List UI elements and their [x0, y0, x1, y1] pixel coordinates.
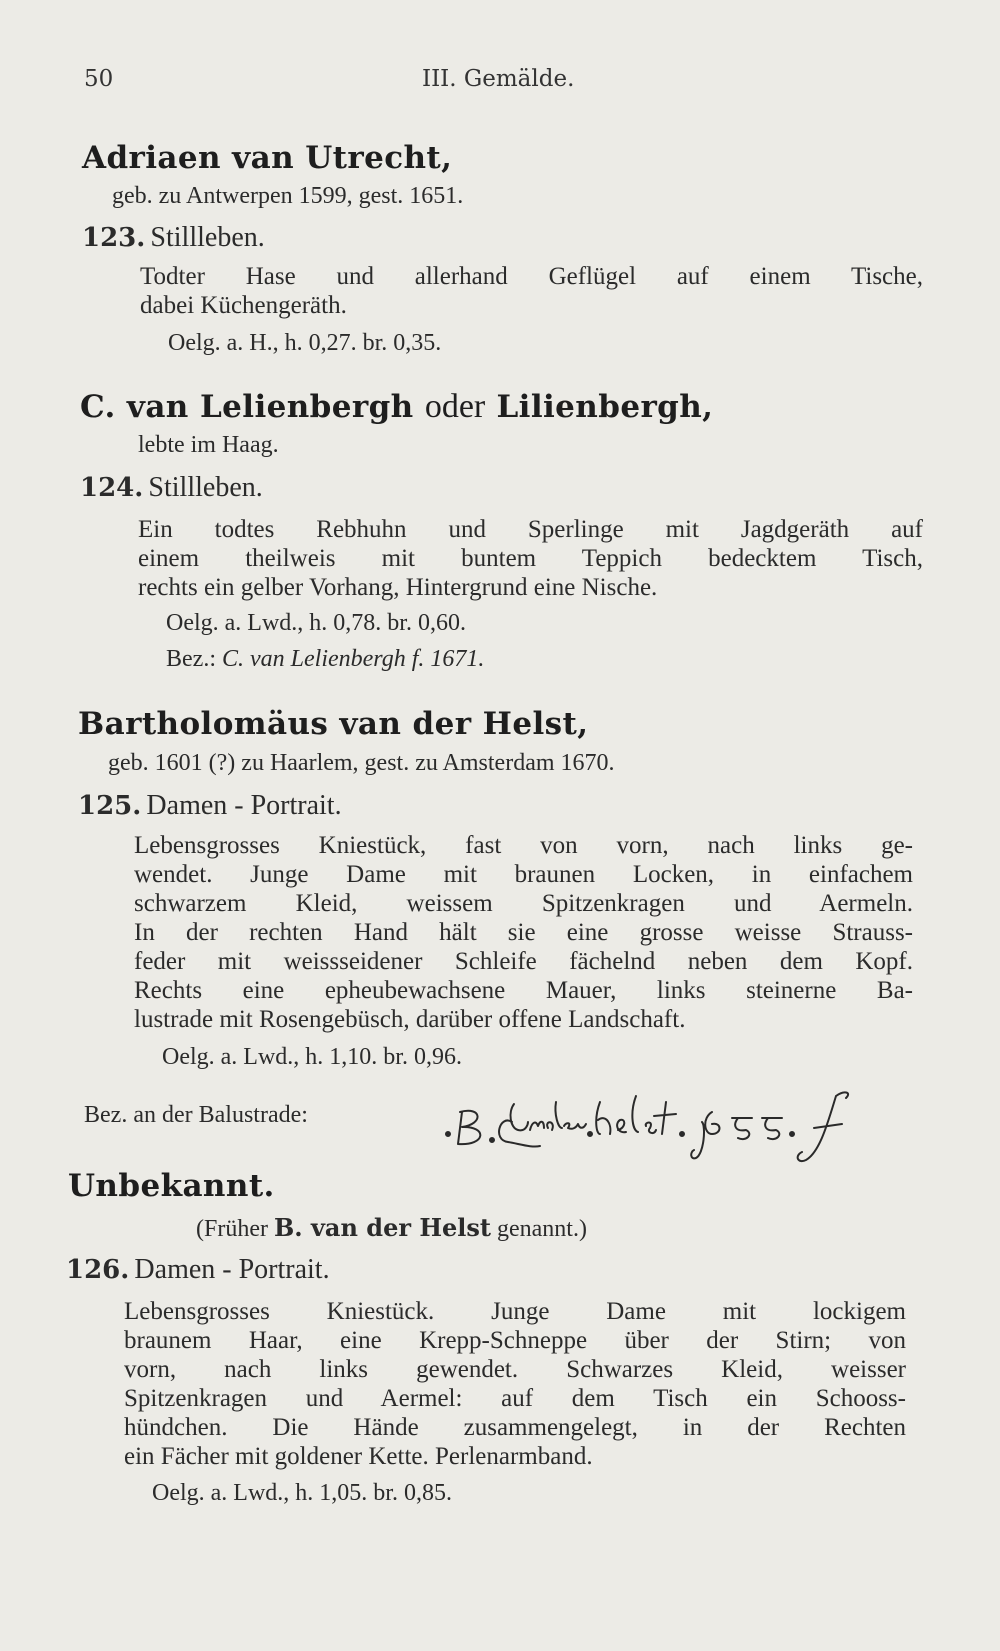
signature-note: [166, 646, 484, 673]
description-line: Lebensgrosses Kniestück. Junge Dame mit lockigem: [124, 1298, 906, 1325]
description-line: In der rechten Hand hält sie eine grosse weisse Strauss-: [134, 919, 913, 946]
catalog-number: 124.: [80, 473, 144, 503]
catalog-number: 123.: [82, 223, 146, 253]
description-line: rechts ein gelber Vorhang, Hintergrund eine Nische.: [138, 574, 658, 601]
artist-name-alternate: Lilienbergh,: [496, 389, 714, 425]
medium-dimensions: Oelg. a. Lwd., h. 1,05. br. 0,85.: [152, 1480, 452, 1506]
catalog-number: 126.: [66, 1255, 130, 1285]
artist-name: Adriaen van Utrecht,: [82, 140, 453, 176]
attribution-name: B. van der Helst: [273, 1213, 491, 1242]
description-line: hündchen. Die Hände zusammengelegt, in der Rechten: [124, 1414, 906, 1441]
artist-bio: geb. 1601 (?) zu Haarlem, gest. zu Amsterdam 1670.: [108, 750, 615, 776]
description-line: Spitzenkragen und Aermel: auf dem Tisch ein Schooss-: [124, 1385, 906, 1412]
medium-dimensions: Oelg. a. H., h. 0,27. br. 0,35.: [168, 330, 442, 356]
catalog-entry-heading: [66, 1254, 330, 1286]
description-line: dabei Küchengeräth.: [140, 292, 347, 319]
attribution-close: genannt.): [497, 1216, 587, 1242]
description-line: wendet. Junge Dame mit braunen Locken, in einfachem: [134, 861, 913, 888]
artist-name: Bartholomäus van der Helst,: [78, 706, 589, 742]
attribution-note: [196, 1213, 587, 1243]
painting-title: Damen - Portrait.: [134, 1254, 330, 1285]
catalog-entry-heading: [82, 222, 265, 254]
description-line: ein Fächer mit goldener Kette. Perlenarmband.: [124, 1443, 593, 1470]
artist-bio: geb. zu Antwerpen 1599, gest. 1651.: [112, 183, 464, 209]
artist-name-primary: C. van Lelienbergh: [80, 389, 414, 425]
description-line: vorn, nach links gewendet. Schwarzes Kleid, weisser: [124, 1356, 906, 1383]
signature-text: C. van Lelienbergh f. 1671.: [221, 646, 485, 672]
description-line: lustrade mit Rosengebüsch, darüber offene Landschaft.: [134, 1006, 686, 1033]
description-line: braunem Haar, eine Krepp-Schneppe über der Stirn; von: [124, 1327, 906, 1354]
medium-dimensions: Oelg. a. Lwd., h. 1,10. br. 0,96.: [162, 1044, 462, 1070]
signature-label: Bez.:: [166, 646, 216, 672]
catalog-entry-heading: [78, 790, 342, 822]
signature-label: Bez. an der Balustrade:: [84, 1102, 308, 1128]
description-line: einem theilweis mit buntem Teppich bedecktem Tisch,: [138, 545, 923, 572]
page-number: 50: [84, 66, 114, 92]
description-line: Ein todtes Rebhuhn und Sperlinge mit Jagdgeräth auf: [138, 516, 923, 543]
description-line: feder mit weissseidener Schleife fächelnd neben dem Kopf.: [134, 948, 913, 975]
description-line: Rechts eine epheubewachsene Mauer, links steinerne Ba-: [134, 977, 913, 1004]
medium-dimensions: Oelg. a. Lwd., h. 0,78. br. 0,60.: [166, 610, 466, 636]
attribution-open: (Früher: [196, 1216, 268, 1242]
painting-title: Stillleben.: [148, 472, 263, 503]
artist-name-conjunction: oder: [424, 388, 486, 425]
running-header: III. Gemälde.: [422, 66, 575, 92]
artist-bio: lebte im Haag.: [138, 432, 279, 458]
description-line: Lebensgrosses Kniestück, fast von vorn, nach links ge-: [134, 832, 913, 859]
catalog-entry-heading: [80, 472, 263, 504]
painting-title: Damen - Portrait.: [146, 790, 342, 821]
catalog-number: 125.: [78, 791, 142, 821]
handwritten-signature: [440, 1082, 900, 1172]
description-line: Todter Hase und allerhand Geflügel auf einem Tische,: [140, 263, 923, 290]
painting-title: Stillleben.: [150, 222, 265, 253]
artist-name: [80, 388, 713, 426]
description-line: schwarzem Kleid, weissem Spitzenkragen und Aermeln.: [134, 890, 913, 917]
artist-name: Unbekannt.: [68, 1168, 275, 1204]
